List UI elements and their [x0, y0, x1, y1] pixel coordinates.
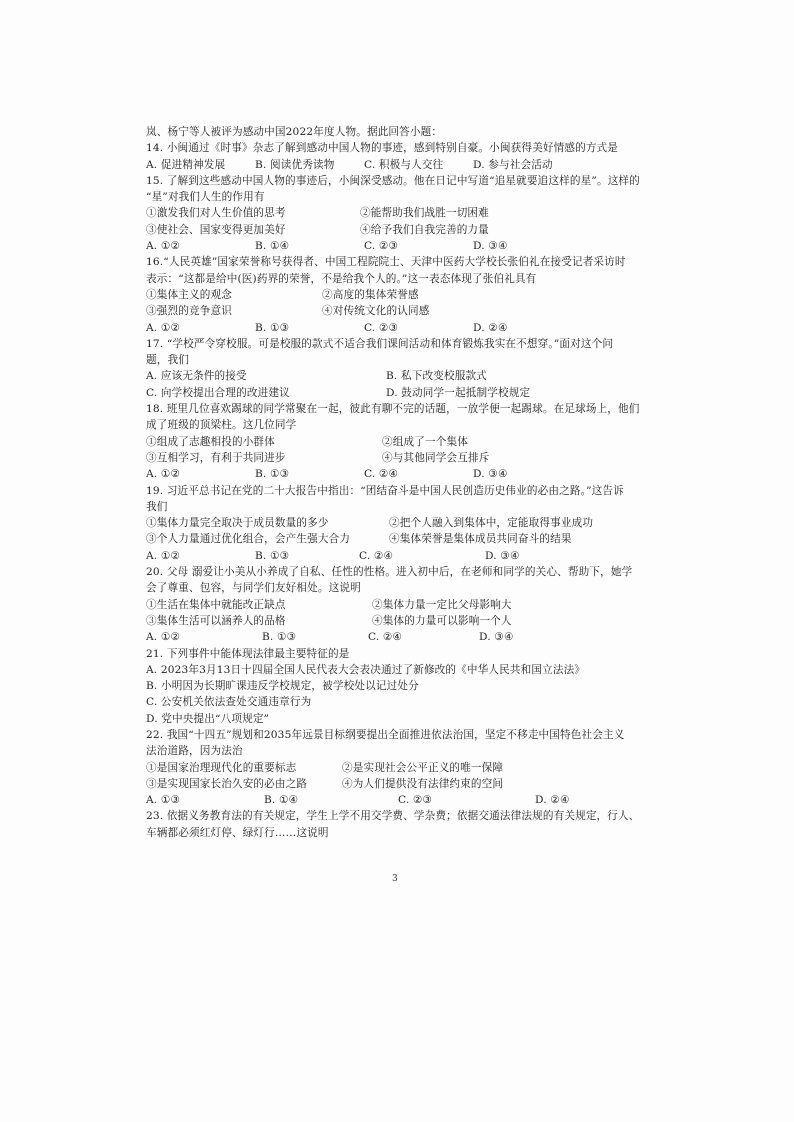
option-c: C. ②③ — [364, 321, 399, 334]
option-row — [146, 548, 666, 564]
option-b: B. ①③ — [255, 549, 290, 562]
option-a: A. ①② — [146, 549, 181, 562]
statement-1: ①生活在集体中就能改正缺点 — [146, 598, 286, 611]
option-c: C. ②④ — [368, 631, 403, 644]
statement-1: ①组成了志趣相投的小群体 — [146, 435, 275, 448]
question-stem: 14. 小闽通过《时事》杂志了解到感动中国人物的事迹，感到特别自豪。小闽获得美好情感的方式是 — [146, 142, 619, 155]
option-a: A. ①② — [146, 631, 181, 644]
option-row — [146, 157, 666, 173]
option-d: D. ③④ — [485, 549, 520, 562]
statement-row — [146, 760, 666, 776]
option-b: B. ①③ — [255, 321, 290, 334]
question-stem-cont: 法治道路，因为法治 — [146, 745, 243, 758]
option-d: D. 参与社会活动 — [473, 158, 553, 171]
question-stem: 16.“人民英雄”国家荣誉称号获得者、中国工程院院士、天津中医药大学校长张伯礼在接受记者采访时 — [146, 256, 626, 269]
option-c: C. ②④ — [364, 468, 399, 481]
option-row — [146, 368, 666, 384]
question-stem-cont: 车辆都必须红灯停、绿灯行……这说明 — [146, 826, 329, 839]
option-a: A. 2023年3月13日十四届全国人民代表大会表决通过了新修改的《中华人民共和国立法法》 — [146, 663, 586, 676]
statement-row — [146, 287, 666, 303]
statement-row — [146, 303, 666, 319]
question-stem-cont: 成了班级的顶梁柱。这几位同学 — [146, 419, 297, 432]
question-14 — [146, 140, 666, 173]
statement-3: ③使社会、国家变得更加美好 — [146, 223, 286, 236]
question-stem: 17. “学校严令穿校服。可是校服的款式不适合我们课间活动和体育锻炼我实在不想穿。”面对这个问 — [146, 337, 614, 350]
option-d: D. ③④ — [479, 631, 514, 644]
option-a: A. ①③ — [146, 794, 181, 807]
statement-row — [146, 613, 666, 629]
question-17 — [146, 336, 666, 401]
question-stem: 22. 我国“十四五”规划和2035年远景目标纲要提出全面推进依法治国，坚定不移走中国特色社会主义 — [146, 728, 625, 741]
statement-4: ④集体的力量可以影响一个人 — [372, 614, 512, 627]
statement-row — [146, 597, 666, 613]
statement-row — [146, 515, 666, 531]
option-b: B. 小明因为长期旷课违反学校规定，被学校处以记过处分 — [146, 680, 419, 693]
statement-row — [146, 450, 666, 466]
question-stem-cont: “星”对我们人生的作用有 — [146, 191, 265, 204]
option-d: D. 党中央提出“八项规定” — [146, 712, 270, 725]
question-stem: 20. 父母 溺爱让小美从小养成了自私、任性的性格。进入初中后，在老师和同学的关心、帮助下，她学 — [146, 566, 633, 579]
option-a: A. 应该无条件的接受 — [146, 370, 247, 383]
statement-2: ②把个人融入到集体中，定能取得事业成功 — [389, 517, 594, 530]
option-c: C. 积极与人交往 — [364, 158, 444, 171]
statement-1: ①集体主义的观念 — [146, 288, 232, 301]
question-20 — [146, 564, 666, 645]
page-content — [146, 124, 666, 841]
statement-row — [146, 222, 666, 238]
question-21 — [146, 646, 666, 727]
statement-2: ②高度的集体荣誉感 — [322, 288, 419, 301]
statement-3: ③个人力量通过优化组合，会产生强大合力 — [146, 533, 351, 546]
statement-2: ②组成了一个集体 — [382, 435, 468, 448]
question-stem-cont: 我们 — [146, 500, 168, 513]
statement-2: ②集体力量一定比父母影响大 — [372, 598, 512, 611]
option-c: C. 向学校提出合理的改进建议 — [146, 386, 290, 399]
option-c: C. 公安机关依法查处交通违章行为 — [146, 696, 312, 709]
statement-3: ③是实现国家长治久安的必由之路 — [146, 777, 308, 790]
statement-2: ②是实现社会公平正义的唯一保障 — [342, 761, 504, 774]
statement-2: ②能帮助我们战胜一切困难 — [360, 207, 489, 220]
option-a: A. ①② — [146, 468, 181, 481]
statement-1: ①激发我们对人生价值的思考 — [146, 207, 286, 220]
statement-1: ①是国家治理现代化的重要标志 — [146, 761, 297, 774]
statement-row — [146, 776, 666, 792]
question-stem-cont: 题，我们 — [146, 354, 189, 367]
statement-row — [146, 434, 666, 450]
question-stem: 23. 依据义务教育法的有关规定，学生上学不用交学费、学杂费；依据交通法律法规的有关规定，行人、 — [146, 810, 640, 823]
statement-3: ③互相学习，有利于共同进步 — [146, 451, 286, 464]
statement-4: ④对传统文化的认同感 — [322, 305, 430, 318]
option-b: B. 私下改变校服款式 — [386, 370, 487, 383]
option-row — [146, 466, 666, 482]
option-row — [146, 629, 666, 645]
option-d: D. ③④ — [473, 240, 508, 253]
option-c: C. ②③ — [364, 240, 399, 253]
statement-row — [146, 531, 666, 547]
statement-4: ④与其他同学会互排斥 — [382, 451, 490, 464]
page-number: 3 — [392, 874, 398, 884]
option-d: D. ③④ — [473, 468, 508, 481]
question-23 — [146, 808, 666, 841]
option-d: D. 鼓动同学一起抵制学校规定 — [386, 386, 531, 399]
statement-4: ④集体荣誉是集体成员共同奋斗的结果 — [389, 533, 572, 546]
statement-1: ①集体力量完全取决于成员数量的多少 — [146, 517, 329, 530]
option-row — [146, 320, 666, 336]
question-stem: 21. 下列事件中能体现法律最主要特征的是 — [146, 647, 350, 660]
intro-line: 岚、杨宁等人被评为感动中国2022年度人物。据此回答小题： — [146, 126, 443, 138]
question-18 — [146, 401, 666, 482]
question-16 — [146, 254, 666, 335]
option-d: D. ②④ — [473, 321, 508, 334]
question-stem: 19. 习近平总书记在党的二十大报告中指出：“团结奋斗是中国人民创造历史伟业的必由之路。”这告诉 — [146, 484, 624, 497]
option-a: A. 促进精神发展 — [146, 158, 226, 171]
option-b: B. ①③ — [262, 631, 297, 644]
option-b: B. ①④ — [255, 240, 290, 253]
option-a: A. ①② — [146, 240, 181, 253]
statement-row — [146, 205, 666, 221]
statement-3: ③集体生活可以涵养人的品格 — [146, 614, 286, 627]
question-stem-cont: 表示：“这都是给中(医)药界的荣誉，不是给我个人的。”这一表态体现了张伯礼具有 — [146, 272, 537, 285]
option-b: B. 阅读优秀读物 — [255, 158, 335, 171]
option-row — [146, 238, 666, 254]
option-b: B. ①③ — [255, 468, 290, 481]
option-d: D. ②④ — [535, 794, 570, 807]
question-22 — [146, 727, 666, 808]
option-row — [146, 385, 666, 401]
question-15 — [146, 173, 666, 254]
option-a: A. ①② — [146, 321, 181, 334]
option-b: B. ①④ — [264, 794, 299, 807]
statement-3: ③强烈的竞争意识 — [146, 305, 232, 318]
question-stem-cont: 会了尊重、包容，与同学们友好相处。这说明 — [146, 582, 361, 595]
statement-4: ④给予我们自我完善的力量 — [360, 223, 489, 236]
statement-4: ④为人们提供没有法律约束的空间 — [342, 777, 504, 790]
question-stem: 15. 了解到这些感动中国人物的事迹后，小闽深受感动。他在日记中写道“追星就要追这样的星”。这样的 — [146, 174, 640, 187]
question-19 — [146, 483, 666, 564]
option-row — [146, 792, 666, 808]
question-stem: 18. 班里几位喜欢踢球的同学常聚在一起，彼此有聊不完的话题，一放学便一起踢球。在足球场上，他们 — [146, 403, 640, 416]
option-c: C. ②③ — [398, 794, 433, 807]
option-c: C. ②④ — [359, 549, 394, 562]
